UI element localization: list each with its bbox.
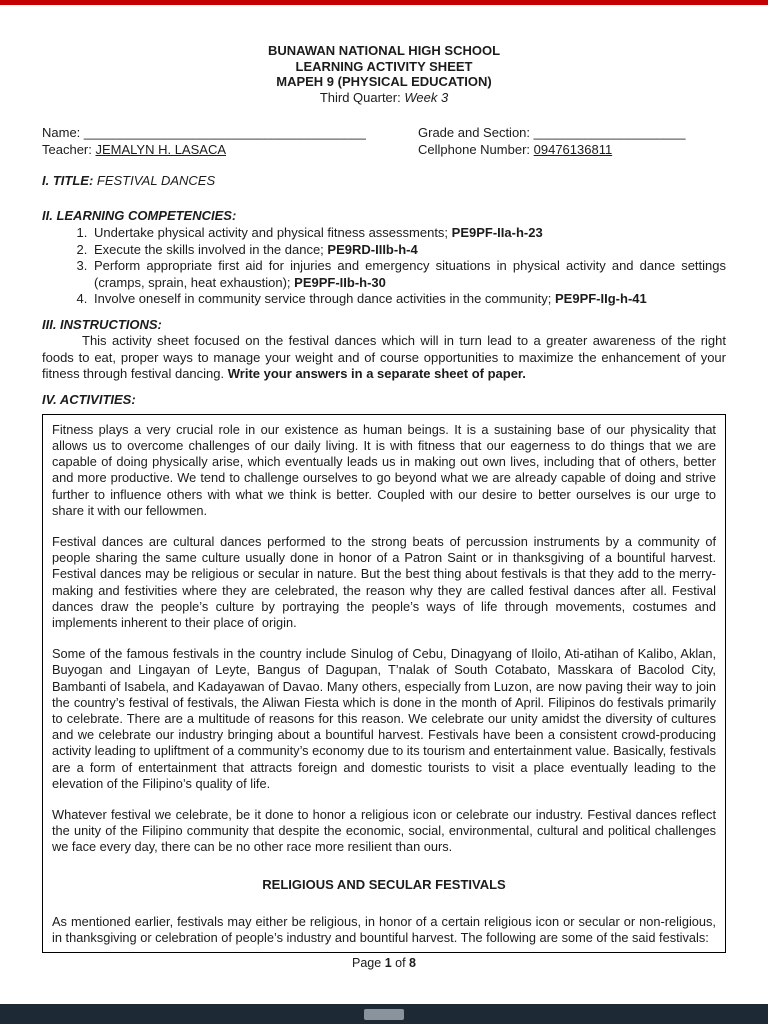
competency-text: Undertake physical activity and physical fitness assessments; bbox=[94, 225, 452, 240]
title-section-value: FESTIVAL DANCES bbox=[96, 173, 216, 188]
footer-page-number: 1 bbox=[384, 956, 392, 971]
page-footer bbox=[42, 953, 726, 971]
toolbar-handle[interactable] bbox=[364, 1009, 404, 1020]
instructions-body bbox=[42, 333, 726, 383]
activity-paragraph-4: Whatever festival we celebrate, be it done to honor a religious icon or celebrate our industry. Festival dances reflect the unity of the Filipino community that despite the economic, social, environmental, cultural and political challenges we face every day, there can be no other race more resilient than ours. bbox=[52, 807, 716, 855]
info-row-2 bbox=[42, 141, 726, 158]
document-header bbox=[42, 43, 726, 105]
section-competencies bbox=[42, 208, 726, 308]
section-title bbox=[42, 173, 726, 188]
competency-item bbox=[91, 291, 726, 308]
info-row-1 bbox=[42, 124, 726, 141]
teacher-name: JEMALYN H. LASACA bbox=[95, 142, 227, 157]
name-blank-line: _______________________________________ bbox=[83, 125, 366, 140]
competencies-label: II. LEARNING COMPETENCIES: bbox=[42, 208, 237, 223]
grade-label: Grade and Section: bbox=[418, 125, 534, 140]
competency-code: PE9RD-IIIb-h-4 bbox=[327, 241, 418, 257]
activity-paragraph-1: Fitness plays a very crucial role in our existence as human beings. It is a sustaining base of our physicality that allows us to overcome challenges of our daily living. It is with fitness that our eagerness to do things that we are capable of doing physically arise, which eventually leads us in making out own lives, including that of others, better and more productive. We tend to challenge ourselves to go beyond what we are already capable of doing and strive further to influence others with what we think is better. Coupled with our desire to better ourselves is our urge to share it with our fellowmen. bbox=[52, 421, 716, 518]
festivals-subheading: RELIGIOUS AND SECULAR FESTIVALS bbox=[262, 876, 506, 892]
teacher-label: Teacher: bbox=[42, 142, 96, 157]
teacher-field bbox=[42, 141, 418, 158]
footer-prefix: Page bbox=[352, 956, 385, 971]
viewer-toolbar bbox=[0, 1004, 768, 1024]
footer-of: of bbox=[391, 956, 410, 971]
competency-code: PE9PF-IIg-h-41 bbox=[555, 291, 647, 307]
section-instructions bbox=[42, 317, 726, 383]
name-label: Name: bbox=[42, 125, 84, 140]
name-field bbox=[42, 124, 418, 141]
competency-code: PE9PF-IIa-h-23 bbox=[451, 225, 543, 240]
instructions-label: III. INSTRUCTIONS: bbox=[42, 316, 162, 332]
instructions-bold-note: Write your answers in a separate sheet of paper. bbox=[227, 366, 526, 382]
cellphone-number: 09476136811 bbox=[533, 142, 613, 157]
section-activities bbox=[42, 392, 726, 407]
school-name: BUNAWAN NATIONAL HIGH SCHOOL bbox=[267, 43, 501, 58]
subject-title: MAPEH 9 (PHYSICAL EDUCATION) bbox=[276, 74, 492, 89]
competency-item bbox=[91, 242, 726, 259]
sheet-title: LEARNING ACTIVITY SHEET bbox=[295, 58, 473, 74]
competency-item bbox=[91, 258, 726, 291]
cellphone-label: Cellphone Number: bbox=[418, 142, 534, 157]
activity-paragraph-2: Festival dances are cultural dances performed to the strong beats of percussion instruments by a community of people sharing the same culture usually done in honor of a Patron Saint or in thanksgiving of a bountiful harvest. Festival dances may be religious or secular in nature. But the best thing about festivals is that they add to the merry-making and festivities where they are celebrated, the reason why they are called festival dances after all. Festival dances draw the people’s culture by portraying the people’s ways of life through movements, costumes and implements inherent to their place of origin. bbox=[52, 533, 716, 630]
competencies-list bbox=[42, 225, 726, 308]
title-section-label: I. TITLE: bbox=[42, 173, 97, 188]
activities-label: IV. ACTIVITIES: bbox=[42, 391, 136, 407]
document-page bbox=[0, 5, 768, 971]
instructions-text: This activity sheet focused on the festival dances which will in turn lead to a greater awareness of the right foods to eat, proper ways to manage your weight and of course opportunities to maximize the enhancement of your fitness through festival dancing. bbox=[42, 332, 726, 382]
cellphone-field bbox=[418, 141, 726, 158]
competency-text: Involve oneself in community service through dance activities in the community; bbox=[94, 291, 555, 307]
student-info-block bbox=[42, 124, 726, 158]
activity-closing-paragraph: As mentioned earlier, festivals may either be religious, in honor of a certain religious icon or secular or non-religious, in thanksgiving or celebration of people’s industry and bountiful harvest. The following are some of the said festivals: bbox=[52, 913, 716, 946]
activity-content-box bbox=[42, 414, 726, 953]
competency-item bbox=[91, 225, 726, 242]
competency-code: PE9PF-IIb-h-30 bbox=[294, 274, 386, 290]
quarter-week: Week 3 bbox=[404, 89, 449, 105]
footer-total-pages: 8 bbox=[409, 956, 416, 971]
grade-field bbox=[418, 124, 726, 141]
competency-text: Perform appropriate first aid for injuries and emergency situations in physical activity and dance settings (cramps, sprain, heat exhaustion); bbox=[94, 258, 726, 290]
competency-text: Execute the skills involved in the dance; bbox=[94, 241, 328, 257]
quarter-prefix: Third Quarter: bbox=[319, 89, 405, 105]
grade-blank-line: _____________________ bbox=[533, 125, 686, 140]
activity-paragraph-3: Some of the famous festivals in the country include Sinulog of Cebu, Dinagyang of Iloilo, Ati-atihan of Kalibo, Aklan, Buyogan and Lingayan of Leyte, Bangus of Dagupan, T’nalak of South Cotabato, Masskara of Bacolod City, Bambanti of Isabela, and Kadayawan of Davao. Many others, especially from Luzon, are now paving their way to join the country’s festival of festivals, the Aliwan Fiesta which is done in the month of April. Filipinos do festivals primarily to celebrate. There are a multitude of reasons for this reason. We celebrate our unity amidst the diversity of cultures and we celebrate our industry bringing about a bountiful harvest. Festivals have been a consistent crowd-producing activity leading to upliftment of a community’s economy due to its tourism and entertainment value. Basically, festivals are a form of entertainment that attracts foreign and domestic tourists to visit a place eventually leading to the elevation of the Filipino’s quality of life. bbox=[52, 646, 716, 791]
quarter-line bbox=[42, 90, 726, 106]
